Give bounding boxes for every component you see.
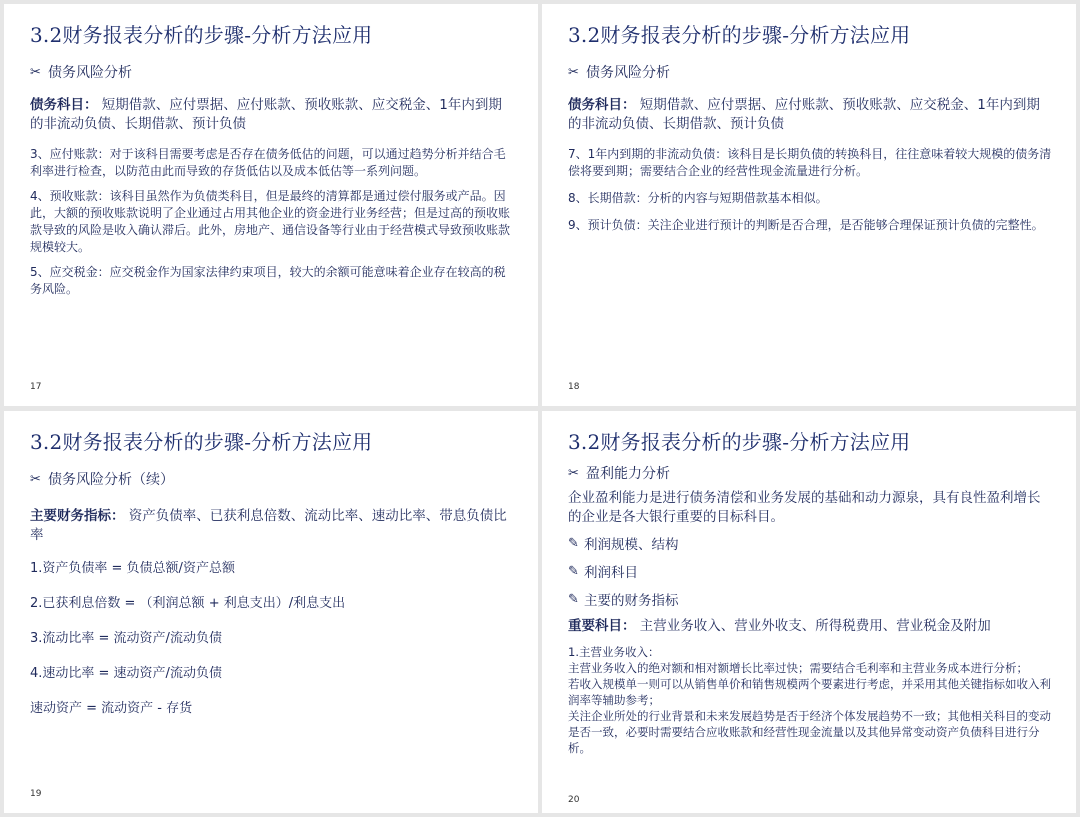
formula-line: 3.流动比率 = 流动资产/流动负债 [30, 631, 222, 646]
list-item: 5、应交税金：应交税金作为国家法律约束项目，较大的余额可能意味着企业存在较高的税务风险。 [30, 265, 506, 296]
bullet-label: 主要的财务指标 [584, 593, 679, 609]
page-number: 19 [30, 789, 42, 799]
pencil-icon: ✎ [568, 563, 579, 579]
slide-title: 3.2财务报表分析的步骤-分析方法应用 [568, 430, 911, 454]
bullet-item [568, 589, 1052, 609]
list-item: 8、长期借款：分析的内容与短期借款基本相似。 [568, 191, 828, 205]
bullet-label: 利润科目 [584, 565, 638, 581]
formula-line: 1.资产负债率 = 负债总额/资产总额 [30, 561, 235, 576]
subject-paragraph [568, 617, 1052, 636]
section-heading [568, 463, 1052, 483]
formula-line: 速动资产 = 流动资产 - 存货 [30, 701, 193, 716]
bullet-item [568, 533, 1052, 553]
slide-title: 3.2财务报表分析的步骤-分析方法应用 [30, 23, 373, 47]
list-item: 4、预收账款：该科目虽然作为负债类科目，但是最终的清算都是通过偿付服务或产品。因此，大额的预收账款说明了企业通过占用其他企业的资金进行业务经营；但是过高的预收账款导致的风险是收入确认滞后。此外，房地产、通信设备等行业由于经营模式导致预收账款规模较大。 [30, 189, 511, 254]
section-label: 债务风险分析（续） [48, 472, 174, 488]
pencil-icon: ✎ [568, 591, 579, 607]
subject-text: 资产负债率、已获利息倍数、流动比率、速动比率、带息负债比率 [30, 508, 507, 543]
scissors-icon: ✂ [30, 471, 41, 487]
section-heading [30, 62, 514, 82]
section-heading [568, 62, 1052, 82]
list-item: 7、1年内到期的非流动负债：该科目是长期负债的转换科目，往往意味着较大规模的债务清偿将要到期；需要结合企业的经营性现金流量进行分析。 [568, 147, 1052, 178]
section-label: 债务风险分析 [586, 65, 670, 81]
subject-label: 主要财务指标： [30, 508, 125, 524]
formula-line: 4.速动比率 = 速动资产/流动负债 [30, 666, 222, 681]
scissors-icon: ✂ [30, 64, 41, 80]
pencil-icon: ✎ [568, 535, 579, 551]
detail-line: 关注企业所处的行业背景和未来发展趋势是否于经济个体发展趋势不一致；其他相关科目的变动是否一致，必要时需要结合应收账款和经营性现金流量以及其他异常变动资产负债科目进行分析。 [568, 709, 1051, 755]
bullet-item [568, 561, 1052, 581]
subject-paragraph [30, 507, 514, 545]
section-heading [30, 469, 514, 489]
slide-title: 3.2财务报表分析的步骤-分析方法应用 [30, 430, 373, 454]
bullet-label: 利润规模、结构 [584, 537, 679, 553]
slide-18[interactable] [542, 4, 1076, 406]
section-label: 债务风险分析 [48, 65, 132, 81]
scissors-icon: ✂ [568, 465, 579, 481]
formula-line: 2.已获利息倍数 = （利润总额 + 利息支出）/利息支出 [30, 596, 346, 611]
subject-paragraph [30, 96, 514, 134]
subject-text: 短期借款、应付票据、应付账款、预收账款、应交税金、1年内到期的非流动负债、长期借款、预计负债 [30, 97, 502, 132]
detail-line: 主营业务收入的绝对额和相对额增长比率过快；需要结合毛利率和主营业务成本进行分析； [568, 661, 1028, 675]
page-number: 20 [568, 795, 580, 805]
slide-20[interactable] [542, 411, 1076, 813]
slide-17[interactable] [4, 4, 538, 406]
subject-label: 重要科目： [568, 618, 636, 634]
subject-text: 主营业务收入、营业外收支、所得税费用、营业税金及附加 [639, 618, 991, 634]
detail-line: 1.主营业务收入： [568, 645, 660, 659]
page-number: 18 [568, 382, 580, 392]
subject-text: 短期借款、应付票据、应付账款、预收账款、应交税金、1年内到期的非流动负债、长期借款、预计负债 [568, 97, 1040, 132]
slide-title: 3.2财务报表分析的步骤-分析方法应用 [568, 23, 911, 47]
subject-label: 债务科目： [30, 97, 98, 113]
subject-paragraph [568, 96, 1052, 134]
list-item: 3、应付账款：对于该科目需要考虑是否存在债务低估的问题，可以通过趋势分析并结合毛利率进行检查，以防范由此而导致的存货低估以及成本低估等一系列问题。 [30, 147, 506, 178]
detail-line: 若收入规模单一则可以从销售单价和销售规模两个要素进行考虑，并采用其他关键指标如收入利润率等辅助参考； [568, 677, 1051, 707]
page-number: 17 [30, 382, 42, 392]
subject-label: 债务科目： [568, 97, 636, 113]
list-item: 9、预计负债：关注企业进行预计的判断是否合理，是否能够合理保证预计负债的完整性。 [568, 218, 1044, 232]
slide-19[interactable] [4, 411, 538, 813]
scissors-icon: ✂ [568, 64, 579, 80]
section-label: 盈利能力分析 [586, 466, 670, 482]
intro-paragraph: 企业盈利能力是进行债务清偿和业务发展的基础和动力源泉，具有良性盈利增长的企业是各大银行重要的目标科目。 [568, 490, 1041, 525]
